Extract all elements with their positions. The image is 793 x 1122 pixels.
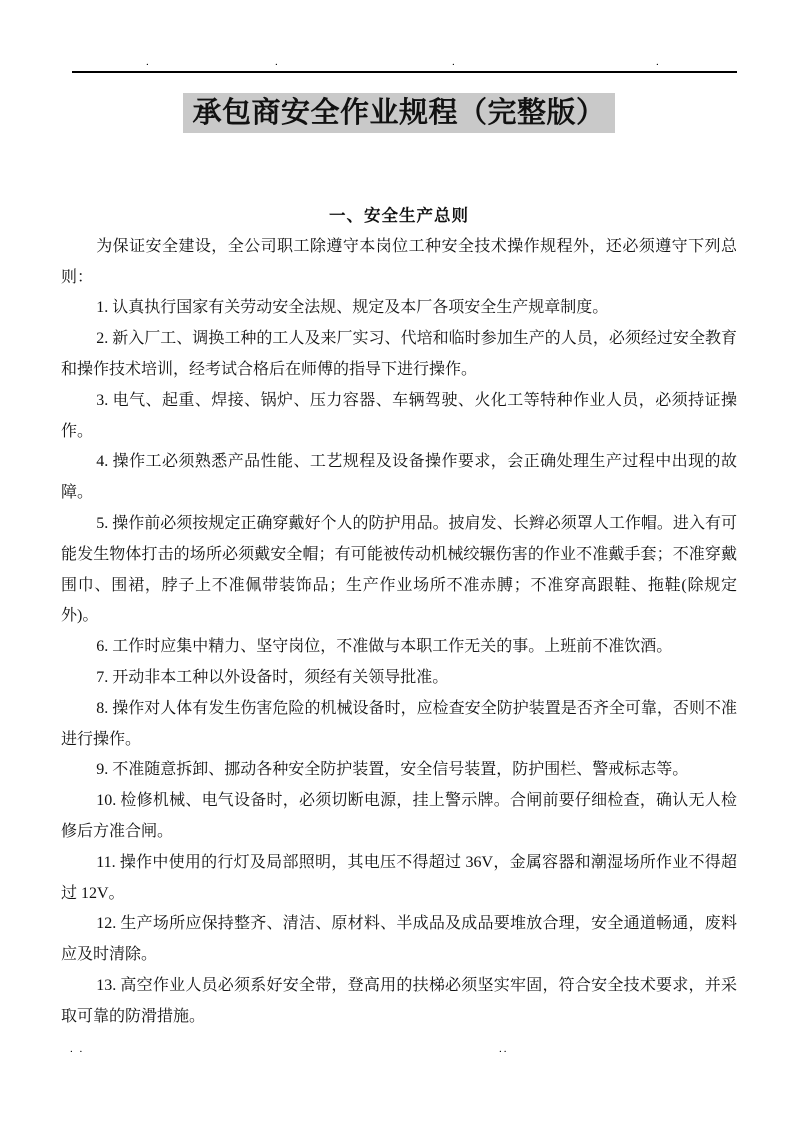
- footer-mark-left: . .: [70, 1043, 85, 1055]
- section-heading: 一、安全生产总则: [329, 206, 469, 225]
- rule-item-1: 1. 认真执行国家有关劳动安全法规、规定及本厂各项安全生产规章制度。: [96, 299, 609, 317]
- header-mark: .: [452, 56, 455, 68]
- header-mark: .: [656, 56, 659, 68]
- rule-item-6: 6. 工作时应集中精力、坚守岗位，不准做与本职工作无关的事。上班前不准饮酒。: [96, 638, 673, 656]
- rule-item-10: 10. 检修机械、电气设备时，必须切断电源，挂上警示牌。合闸前要仔细检查，确认无人检修后方准合闸。: [61, 792, 737, 840]
- rule-item-4: 4. 操作工必须熟悉产品性能、工艺规程及设备操作要求，会正确处理生产过程中出现的故障。: [61, 453, 737, 502]
- rule-item-3: 3. 电气、起重、焊接、锅炉、压力容器、车辆驾驶、火化工等特种作业人员，必须持证操作。: [61, 391, 737, 440]
- header-mark: .: [275, 56, 278, 68]
- document-title: [61, 93, 737, 133]
- header-rule: [72, 71, 737, 73]
- rule-item-7: 7. 开动非本工种以外设备时，须经有关领导批准。: [96, 668, 449, 686]
- rule-item-11: 11. 操作中使用的行灯及局部照明，其电压不得超过 36V，金属容器和潮湿场所作业不得超过 12V。: [61, 853, 737, 902]
- rule-item-5: 5. 操作前必须按规定正确穿戴好个人的防护用品。披肩发、长辫必须罩人工作帽。进入有可能发生物体打击的场所必须戴安全帽；有可能被传动机械绞辗伤害的作业不准戴手套；不准穿戴围巾、围裙，脖子上不准佩带装饰品；生产作业场所不准赤膊；不准穿高跟鞋、拖鞋(除规定外)。: [61, 514, 737, 625]
- rule-item-2: 2. 新入厂工、调换工种的工人及来厂实习、代培和临时参加生产的人员，必须经过安全教育和操作技术培训，经考试合格后在师傅的指导下进行操作。: [61, 330, 737, 378]
- rule-item-9: 9. 不准随意拆卸、挪动各种安全防护装置，安全信号装置，防护围栏、警戒标志等。: [96, 761, 689, 779]
- rule-item-12: 12. 生产场所应保持整齐、清洁、原材料、半成品及成品要堆放合理，安全通道畅通，废料应及时清除。: [61, 915, 737, 964]
- rule-item-8: 8. 操作对人体有发生伤害危险的机械设备时，应检查安全防护装置是否齐全可靠，否则不准进行操作。: [61, 699, 737, 748]
- intro-paragraph: 为保证安全建设，全公司职工除遵守本岗位工种安全技术操作规程外，还必须遵守下列总则：: [61, 237, 737, 286]
- header-mark: .: [146, 56, 149, 68]
- title-highlight: 承包商安全作业规程（完整版）: [183, 93, 614, 133]
- footer-mark-right: ..: [499, 1043, 509, 1055]
- document-body: [61, 201, 737, 1033]
- rule-item-13: 13. 高空作业人员必须系好安全带，登高用的扶梯必须坚实牢固，符合安全技术要求，并采取可靠的防滑措施。: [61, 976, 737, 1025]
